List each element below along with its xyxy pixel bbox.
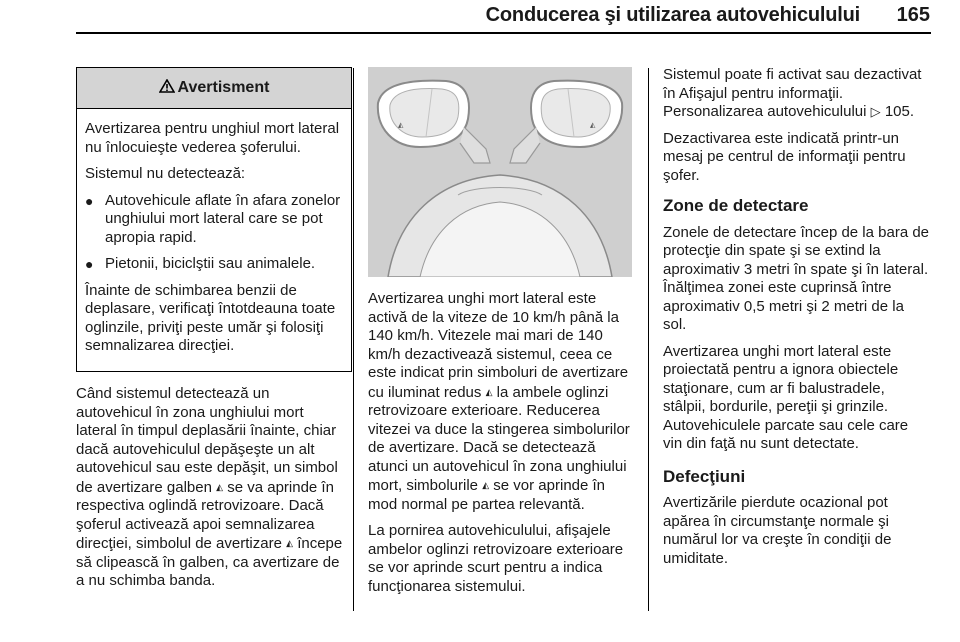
warning-paragraph-1: Avertizarea pentru unghiul mort lateral nu înlocuieşte vederea şoferului. [85,120,340,156]
warning-bullet-text: Pietonii, biciclştii sau animalele. [105,255,316,272]
svg-text:◭: ◭ [590,121,596,129]
text-run: se vor aprinde în mod normal pe partea relevantă. [368,477,606,513]
warning-header [77,68,351,109]
blind-spot-warning-icon: ◭ [286,538,294,548]
page-reference[interactable]: 105. [884,103,915,120]
warning-triangle-icon [159,79,175,98]
warning-paragraph-3: Înainte de schimbarea benzii de deplasare, verificaţi întotdeauna toate oglinzile, priviţi peste umăr şi folosiţi semnalizarea direcţiei. [85,281,336,354]
warning-bullet-1 [85,192,343,248]
page-header-title: Conducerea şi utilizarea autovehiculului [485,4,860,26]
blind-spot-warning-icon: ◭ [216,481,224,492]
column-2 [368,290,636,604]
column-3-paragraph-2: Dezactivarea este indicată printr-un mesaj pe centrul de informaţii pentru şofer. [663,129,906,184]
svg-text:◭: ◭ [398,121,404,129]
column-3-paragraph-3: Zonele de detectare încep de la bara de protecţie din spate şi se extind la aproximativ 3 metri în spate şi în lateral. Înălţimea zonei este cuprinsă între aproximativ 0,5 metri şi 2 metri de la sol. [663,223,930,333]
section-heading-faults: Defecţiuni [663,466,746,486]
text-run: Când sistemul detectează un autovehicul în zona unghiului mort lateral în timpul deplasării înainte, chiar dacă autovehiculul depăşeşte un alt autovehicul sau este depăşit, un simbol de avertizare galben [76,385,338,496]
column-1-paragraph [76,385,348,591]
page-reference-arrow-icon: ▷ [870,104,881,119]
column-2-paragraph-2: La pornirea autovehiculului, afişajele ambelor oglinzi retrovizoare exterioare se vor aprinde scurt pentru a indica funcţionarea sistemului. [368,522,624,595]
bullet-icon: ● [85,192,94,209]
bullet-icon: ● [85,256,94,272]
column-separator-2 [648,68,649,611]
column-1 [76,385,348,599]
text-run: la ambele oglinzi retrovizoare exterioare. Reducerea vitezei va duce la stingerea simbolurilor de avertizare. Dacă se detectează atunci un autovehicul în zona unghiului mort, simbolurile [368,383,630,494]
column-3 [663,66,931,576]
column-3-paragraph-1 [663,66,931,122]
warning-paragraph-2: Sistemul nu detectează: [85,165,246,182]
warning-bullet-text: Autovehicule aflate în afara zonelor unghiului mort lateral care se pot apropia rapid. [105,191,341,246]
section-heading-detection-zones: Zone de detectare [663,196,809,215]
mirror-illustration [368,67,632,277]
warning-bullet-2 [85,255,343,274]
text-run: se va aprinde în respectiva oglindă retrovizoare. Dacă şoferul activează apoi semnalizarea direcţiei, simbolul de avertizare [76,478,334,552]
column-2-paragraph-1 [368,290,636,514]
header-rule [76,32,931,34]
warning-box [76,67,352,372]
blind-spot-warning-icon: ◭ [485,386,493,397]
blind-spot-warning-icon: ◭ [482,480,490,490]
text-run: Avertizarea unghi mort lateral este activă de la viteze de 10 km/h până la 140 km/h. Vitezele mai mari de 140 km/h dezactivează sistemul, ceea ce este indicat prin simboluri de avertizare cu iluminat redus [368,290,629,401]
column-separator-1 [353,68,354,611]
warning-title: Avertisment [177,79,270,96]
text-run: Sistemul poate fi activat sau dezactivat în Afişajul pentru informaţii. Personalizarea autovehiculului [663,66,922,120]
column-3-paragraph-4: Avertizarea unghi mort lateral este proiectată pentru a ignora obiectele staţionare, cum ar fi balustradele, stâlpii, bordurile, pereţii şi grinzile. Autovehiculele parcate sau cele care vin din faţă nu sunt detectate. [663,342,909,452]
text-run: începe să clipească în galben, ca avertizare de a nu schimba banda. [76,535,343,589]
page-number: 165 [896,4,930,26]
column-3-paragraph-5: Avertizările pierdute ocazional pot apărea în circumstanţe normale şi numărul lor va creşte în condiţii de umiditate. [663,494,892,567]
